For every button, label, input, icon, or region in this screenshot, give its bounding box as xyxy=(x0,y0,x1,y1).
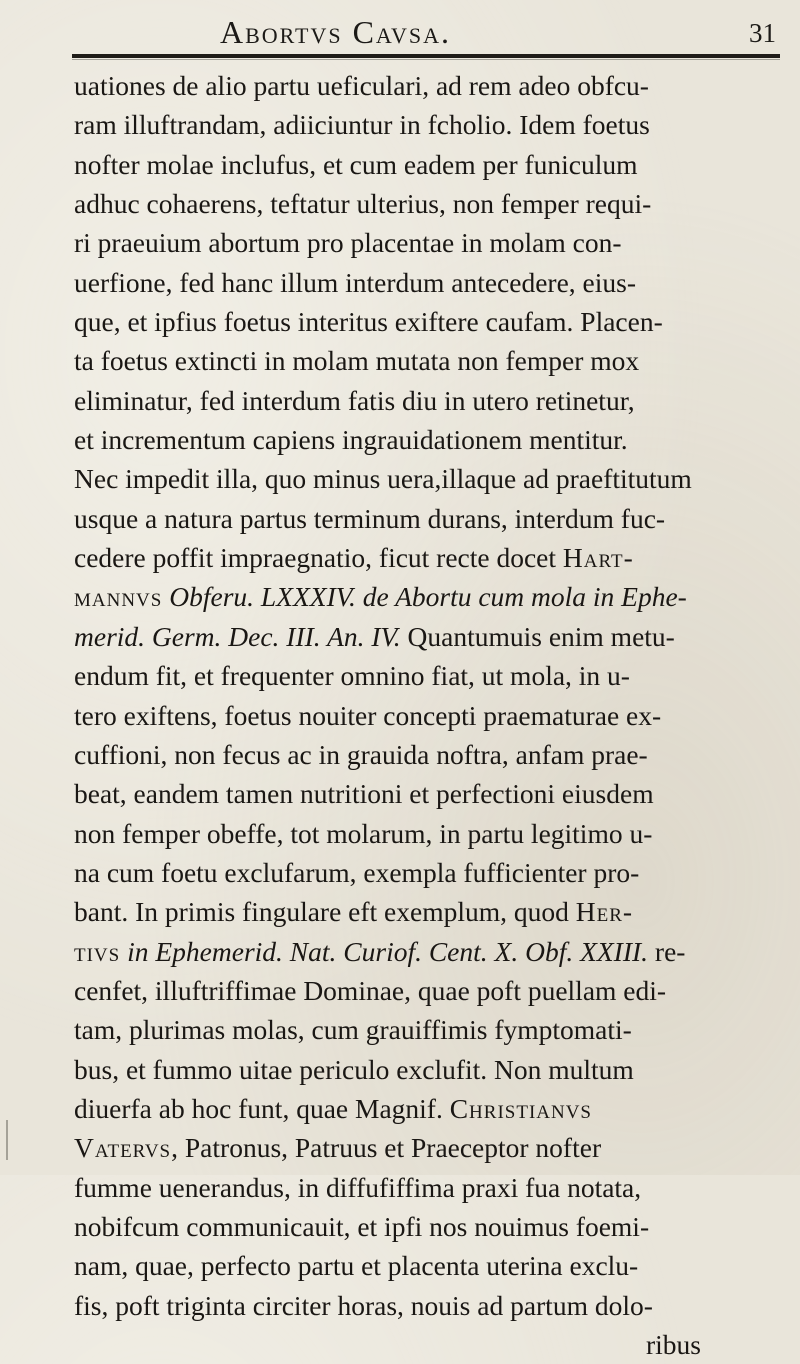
text-run: tero exiftens, foetus nouiter concepti praematurae ex- xyxy=(74,699,662,731)
text-line xyxy=(74,1207,794,1246)
text-run: et incrementum capiens ingrauidationem mentitur. xyxy=(74,424,628,456)
text-line xyxy=(74,696,794,735)
page-number: 31 xyxy=(749,18,776,48)
text-run: cuffioni, non fecus ac in grauida noftra, anfam prae- xyxy=(74,738,648,770)
text-run: bant. In primis fingulare eft exemplum, quod xyxy=(74,896,576,928)
text-line xyxy=(74,341,794,380)
italic-run: merid. Germ. Dec. III. An. IV. xyxy=(74,620,401,652)
text-line xyxy=(74,932,794,971)
text-run: que, et ipfius foetus interitus exiftere caufam. Placen- xyxy=(74,306,663,338)
text-line xyxy=(74,853,794,892)
text-run: usque a natura partus terminum durans, interdum fuc- xyxy=(74,502,666,534)
text-run: , Patronus, Patruus et Praeceptor nofter xyxy=(171,1132,602,1164)
small-caps-run: Vatervs xyxy=(74,1132,172,1164)
text-line xyxy=(74,223,794,262)
text-line xyxy=(74,617,794,656)
text-run: ta foetus extincti in molam mutata non femper mox xyxy=(74,345,640,377)
text-line xyxy=(74,263,794,302)
text-line xyxy=(74,892,794,931)
small-caps-run: Christianvs xyxy=(449,1092,592,1124)
text-line xyxy=(74,814,794,853)
text-line xyxy=(74,302,794,341)
italic-run: Obferu. LXXXIV. de Abortu cum mola in Ephe- xyxy=(169,581,687,613)
text-line xyxy=(74,735,794,774)
text-run: uationes de alio partu ueficulari, ad rem adeo obfcu- xyxy=(74,70,649,101)
margin-mark xyxy=(6,1120,22,1160)
body-text xyxy=(74,66,794,1364)
text-run: bus, et fummo uitae periculo exclufit. Non multum xyxy=(74,1053,634,1085)
text-line xyxy=(74,420,794,459)
text-run: uerfione, fed hanc illum interdum antecedere, eius- xyxy=(74,266,636,298)
text-run: Nec impedit illa, quo minus uera,illaque ad praeftitutum xyxy=(74,463,692,495)
text-line xyxy=(74,459,794,498)
text-run: nofter molae inclufus, et cum eadem per funiculum xyxy=(74,148,638,180)
text-line xyxy=(74,145,794,184)
text-line xyxy=(74,499,794,538)
text-line xyxy=(74,656,794,695)
text-line xyxy=(74,1246,794,1285)
text-line xyxy=(74,971,794,1010)
italic-run: in Ephemerid. Nat. Curiof. Cent. X. Obf. XXIII. xyxy=(127,935,649,967)
text-run: beat, eandem tamen nutritioni et perfectioni eiusdem xyxy=(74,778,654,810)
text-run: adhuc cohaerens, teftatur ulterius, non femper requi- xyxy=(74,188,652,220)
text-run: cenfet, illuftriffimae Dominae, quae poft puellam edi- xyxy=(74,974,667,1006)
text-line xyxy=(74,1050,794,1089)
text-run: ribus xyxy=(646,1329,701,1360)
text-run: fis, poft triginta circiter horas, nouis ad partum dolo- xyxy=(74,1289,653,1321)
running-head: Abortvs Cavsa. xyxy=(220,14,451,50)
text-run: ram illuftrandam, adiiciuntur in fcholio. Idem foetus xyxy=(74,109,650,141)
small-caps-run: tivs xyxy=(74,935,121,967)
text-run: ri praeuium abortum pro placentae in molam con- xyxy=(74,227,622,259)
small-caps-run: Her- xyxy=(575,896,634,928)
text-run: cedere poffit impraegnatio, ficut recte docet xyxy=(74,542,563,574)
text-line xyxy=(74,1089,794,1128)
text-run: fumme uenerandus, in diffufiffima praxi fua notata, xyxy=(74,1171,642,1203)
text-line xyxy=(74,577,794,616)
page-header xyxy=(60,12,790,54)
text-line xyxy=(74,105,794,144)
text-run: non femper obeffe, tot molarum, in partu legitimo u- xyxy=(74,817,653,849)
text-run: re- xyxy=(648,935,686,967)
text-line xyxy=(74,1128,794,1167)
text-line xyxy=(74,381,794,420)
text-run: tam, plurimas molas, cum grauiffimis fymptomati- xyxy=(74,1014,632,1046)
text-line xyxy=(74,1325,794,1364)
text-run: eliminatur, fed interdum fatis diu in utero retinetur, xyxy=(74,384,635,416)
small-caps-run: mannvs xyxy=(74,581,163,613)
text-run: na cum foetu exclufarum, exempla fufficienter pro- xyxy=(74,856,640,888)
text-line xyxy=(74,1286,794,1325)
text-line xyxy=(74,66,794,105)
text-line xyxy=(74,538,794,577)
text-run: Quantumuis enim metu- xyxy=(400,620,675,652)
header-rule xyxy=(72,54,780,58)
text-run: endum fit, et frequenter omnino fiat, ut mola, in u- xyxy=(74,660,630,692)
text-line xyxy=(74,1168,794,1207)
text-run: nam, quae, perfecto partu et placenta uterina exclu- xyxy=(74,1250,639,1282)
text-run: nobifcum communicauit, et ipfi nos nouimus foemi- xyxy=(74,1210,650,1242)
text-line xyxy=(74,774,794,813)
text-run: diuerfa ab hoc funt, quae Magnif. xyxy=(74,1092,450,1124)
text-line xyxy=(74,184,794,223)
text-line xyxy=(74,1010,794,1049)
small-caps-run: Hart- xyxy=(562,542,634,574)
